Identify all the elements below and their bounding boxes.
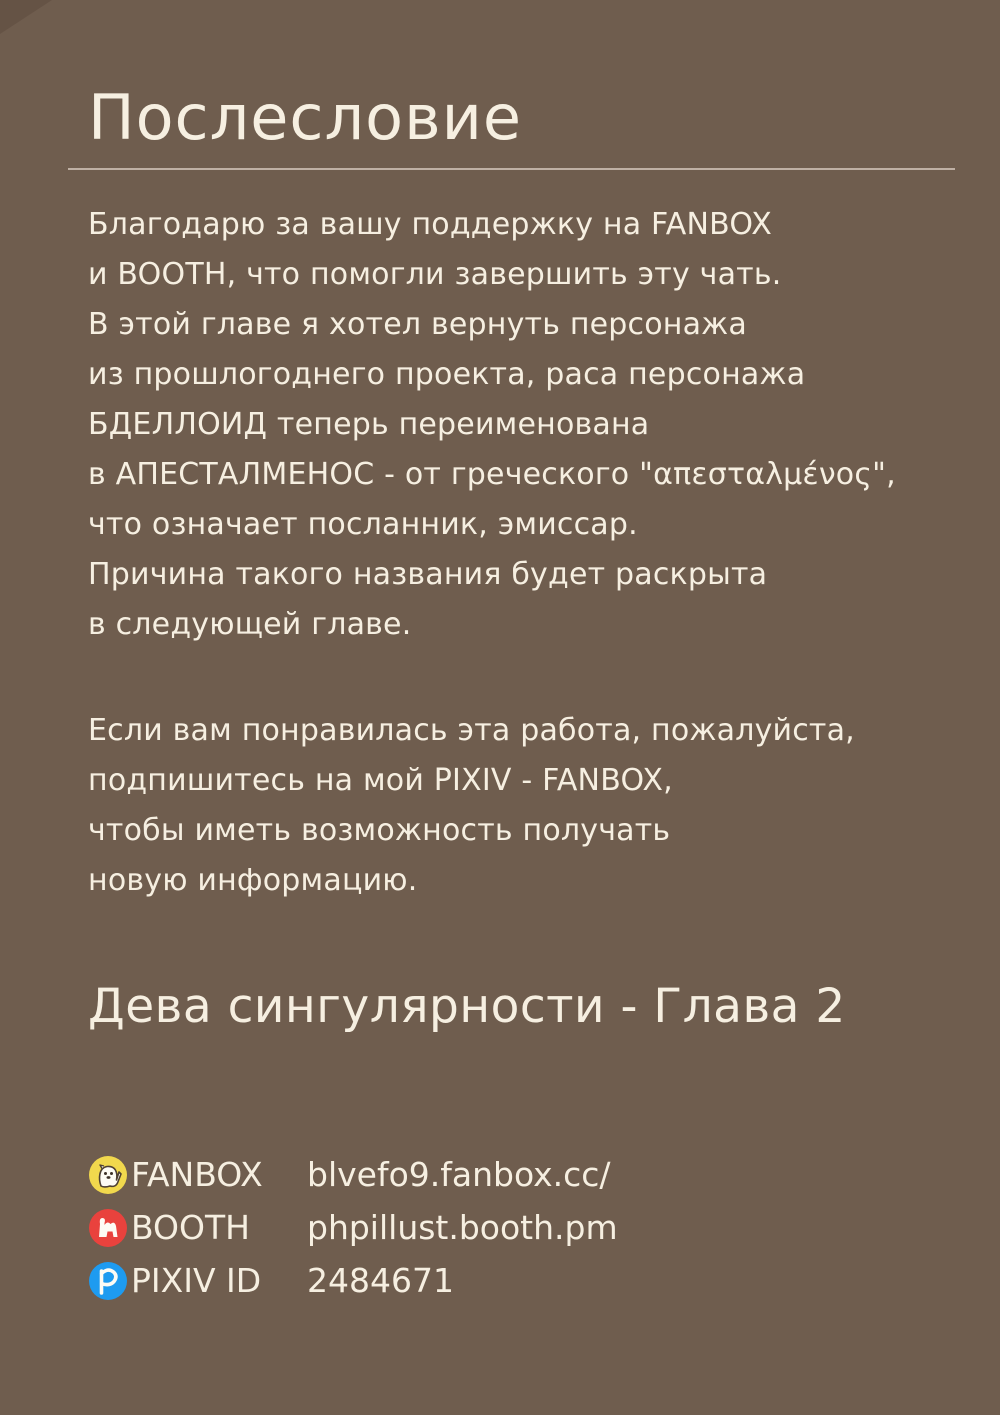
text-line: в АПЕСТАЛМЕНОС - от греческого "απεσταλμένος", (88, 457, 896, 493)
text-line: Если вам понравилась эта работа, пожалуйста, (88, 713, 855, 749)
text-line: Причина такого названия будет раскрыта (88, 557, 768, 593)
pixiv-link-row (88, 1260, 1000, 1301)
page-title: Послесловие (88, 81, 523, 154)
booth-url: phpillust.booth.pm (307, 1208, 618, 1248)
fanbox-url: blvefo9.fanbox.cc/ (307, 1155, 611, 1195)
booth-label: BOOTH (131, 1208, 250, 1248)
page-corner-shade (0, 0, 52, 34)
fanbox-link-row (88, 1154, 1000, 1195)
text-line: из прошлогоднего проекта, раса персонажа (88, 357, 806, 393)
booth-camel-icon (88, 1208, 128, 1248)
text-line: Благодарю за вашу поддержку на FANBOX (88, 207, 772, 243)
fanbox-label: FANBOX (131, 1155, 263, 1195)
text-line: чтобы иметь возможность получать (88, 813, 671, 849)
text-line: новую информацию. (88, 863, 418, 899)
text-line: и BOOTH, что помогли завершить эту чать. (88, 257, 782, 293)
text-line: что означает посланник, эмиссар. (88, 507, 638, 543)
chapter-title: Дева сингулярности - Глава 2 (88, 979, 846, 1035)
text-line: В этой главе я хотел вернуть персонажа (88, 307, 747, 343)
afterword-paragraph-1 (88, 200, 1000, 650)
afterword-paragraph-2 (88, 706, 1000, 906)
pixiv-id: 2484671 (307, 1261, 454, 1301)
social-links (88, 1154, 1000, 1301)
text-line: в следующей главе. (88, 607, 412, 643)
fanbox-mascot-icon (88, 1155, 128, 1195)
pixiv-p-icon (88, 1261, 128, 1301)
title-divider (68, 168, 955, 170)
booth-link-row (88, 1207, 1000, 1248)
text-line: подпишитесь на мой PIXIV - FANBOX, (88, 763, 673, 799)
text-line: БДЕЛЛОИД теперь переименована (88, 407, 650, 443)
pixiv-label: PIXIV ID (131, 1261, 262, 1301)
